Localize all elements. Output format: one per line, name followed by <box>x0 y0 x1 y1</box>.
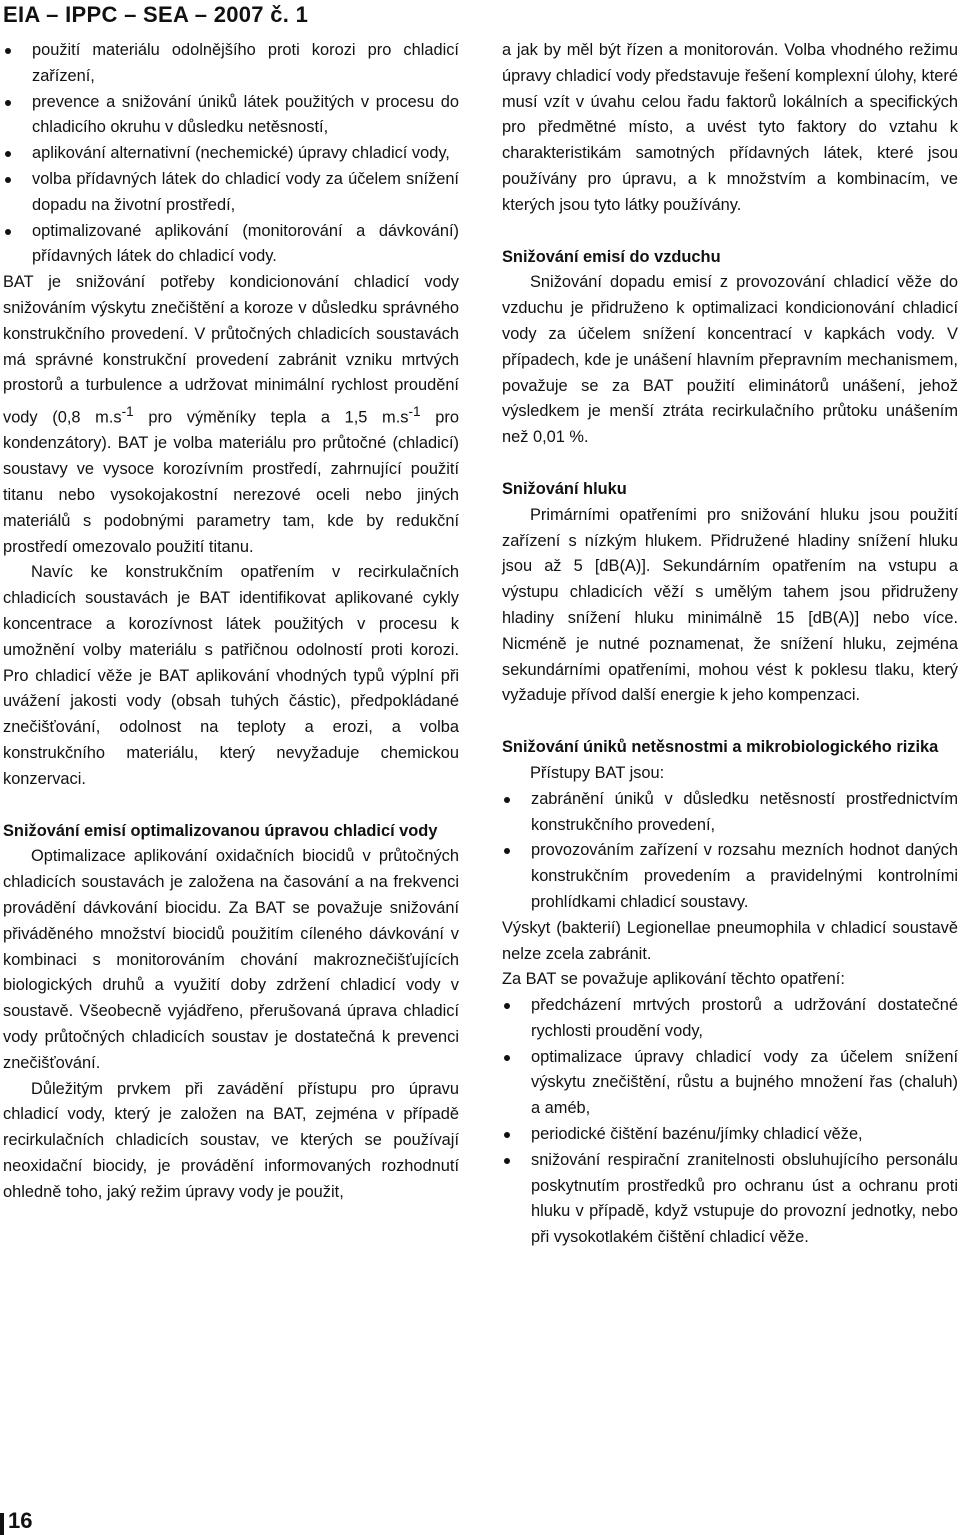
section-heading-biocides: Snižování emisí optimalizovanou úpravou chladicí vody <box>3 821 438 840</box>
page-number: 16 <box>8 1508 33 1533</box>
left-column <box>3 38 459 1206</box>
list-item: provozováním zařízení v rozsahu mezních hodnot daných konstrukčním provedením a pravidelnými kontrolními prohlídkami chladicí soustavy. <box>502 838 958 915</box>
paragraph-important-element: Důležitým prvkem při zavádění přístupu pro úpravu chladicí vody, který je založen na BAT, zejména v případě recirkulačních chladicích soustav, ve kterých se používají neoxidační biocidy, je provádění informovaných rozhodnutí ohledně toho, jaký režim úpravy vody je použit, <box>3 1079 459 1201</box>
page-number-marker <box>0 1513 4 1535</box>
superscript: -1 <box>121 404 134 420</box>
list-item: předcházení mrtvých prostorů a udržování dostatečné rychlosti proudění vody, <box>502 993 958 1045</box>
text-span: pro výměníky tepla a 1,5 m.s <box>133 408 409 427</box>
list-item: snižování respirační zranitelnosti obsluhujícího personálu poskytnutím prostředků pro ochranu úst a ochranu proti hluku v případě, když vstupuje do provozní jednotky, nebo při vysokotlakém čištění chladicí věže. <box>502 1148 958 1251</box>
measures-list <box>502 993 958 1251</box>
superscript: -1 <box>408 404 421 420</box>
list-item: periodické čištění bazénu/jímky chladicí věže, <box>502 1122 958 1148</box>
text-span: BAT je snižování potřeby kondicionování chladicí vody snižováním výskytu znečištění a koroze v důsledku správného konstrukčního provedení. V průtočných chladicích soustavách má správné konstrukční provedení zabránit vzniku mrtvých prostorů a turbulence a udržovat minimální rychlost proudění vody (0,8 m.s <box>3 273 459 427</box>
paragraph-legionella: Výskyt (bakterií) Legionellae pneumophila v chladicí soustavě nelze zcela zabránit. <box>502 918 958 963</box>
paragraph-air-emissions: Snižování dopadu emisí z provozování chladicí věže do vzduchu je přidruženo k optimalizaci kondicionování chladicí vody za účelem snížení koncentrací v kapkách vody. V případech, kde je unášení hlavním přepravním mechanismem, považuje se za BAT použití eliminátorů unášení, jehož výsledkem je menší ztráta recirkulačního průtoku unášením než 0,01 %. <box>502 273 958 447</box>
text-span: pro kondenzátory). BAT je volba materiálu pro průtočné (chladicí) soustavy ve vysoce korozívním prostředí, zahrnující použití titanu nebo vysokojakostní nerezové oceli nebo jiných materiálů s podobnými parametry tam, kde by redukční prostředí omezovalo použití titanu. <box>3 408 459 556</box>
paragraph-recirculation: Navíc ke konstrukčním opatřením v recirkulačních chladicích soustavách je BAT identifikovat aplikované cykly koncentrace a korozívnost látek použitých v procesu k umožnění volby materiálu s patřičnou odolností proti korozi. Pro chladicí věže je BAT aplikování vhodných typů výplní při uvážení jakosti vody (obsah tuhých částic), předpokládané znečišťování, odolnost na teploty a erozi, a volba konstrukčního materiálu, který nevyžaduje chemickou konzervaci. <box>3 563 459 788</box>
paragraph-optimization: Optimalizace aplikování oxidačních biocidů v průtočných chladicích soustavách je založena na časování a na frekvenci provádění dávkování biocidu. Za BAT se považuje snižování přiváděného množství biocidů použitím cíleného dávkování v kombinaci s monitorováním chování makroznečišťujících biologických druhů a využití doby zdržení chladicí vody v soustavě. Všeobecně vyjádřeno, přerušovaná úprava chladicí vody průtočných chladicích soustav je dostatečná k prevenci znečišťování. <box>3 847 459 1072</box>
list-item: použití materiálu odolnějšího proti korozi pro chladicí zařízení, <box>3 38 459 90</box>
section-heading-noise: Snižování hluku <box>502 479 627 498</box>
paragraph-noise: Primárními opatřeními pro snižování hluku jsou použití zařízení s nízkým hlukem. Přidružené hladiny snížení hluku jsou až 5 [dB(A)]. Sekundárním opatřením na vstupu a výstupu chladicích věží s umělým tahem jsou přidruženy hladiny snížení hluku minimálně 15 [dB(A)] nebo více. Nicméně je nutné poznamenat, že snížení hluku, zejména sekundárními opatřeními, mohou vést k poklesu tlaku, který vyžaduje přívod další energie k jeho kompenzaci. <box>502 505 958 705</box>
paragraph-bat-design <box>3 270 459 560</box>
paragraph-continued: a jak by měl být řízen a monitorován. Volba vhodného režimu úpravy chladicí vody představuje řešení komplexní úlohy, které musí vzít v úvahu celou řadu faktorů lokálních a specifických pro předmětné místo, a uvést tyto faktory do vztahu k charakteristikám samotných přídavných látek, které jsou používány pro úpravu, a k množstvím a kombinacím, ve kterých jsou tyto látky používány. <box>502 41 958 214</box>
section-heading-leaks: Snižování úniků netěsnostmi a mikrobiologického rizika <box>502 738 939 757</box>
paragraph-approaches: Přístupy BAT jsou: <box>530 763 665 782</box>
list-item: optimalizované aplikování (monitorování a dávkování) přídavných látek do chladicí vody. <box>3 219 459 271</box>
section-heading-air-emissions: Snižování emisí do vzduchu <box>502 247 721 266</box>
document-header: EIA – IPPC – SEA – 2007 č. 1 <box>3 2 309 27</box>
approaches-list <box>502 787 958 916</box>
list-item: optimalizace úpravy chladicí vody za účelem snížení výskytu znečištění, růstu a bujného množení řas (chaluh) a améb, <box>502 1045 958 1122</box>
list-item: prevence a snižování úniků látek použitých v procesu do chladicího okruhu v důsledku netěsností, <box>3 90 459 142</box>
right-column <box>502 38 958 1251</box>
paragraph-bat-measures: Za BAT se považuje aplikování těchto opatření: <box>502 970 845 989</box>
list-item: aplikování alternativní (nechemické) úpravy chladicí vody, <box>3 141 459 167</box>
cooling-measures-list <box>3 38 459 270</box>
list-item: zabránění úniků v důsledku netěsností prostřednictvím konstrukčního provedení, <box>502 787 958 839</box>
list-item: volba přídavných látek do chladicí vody za účelem snížení dopadu na životní prostředí, <box>3 167 459 219</box>
